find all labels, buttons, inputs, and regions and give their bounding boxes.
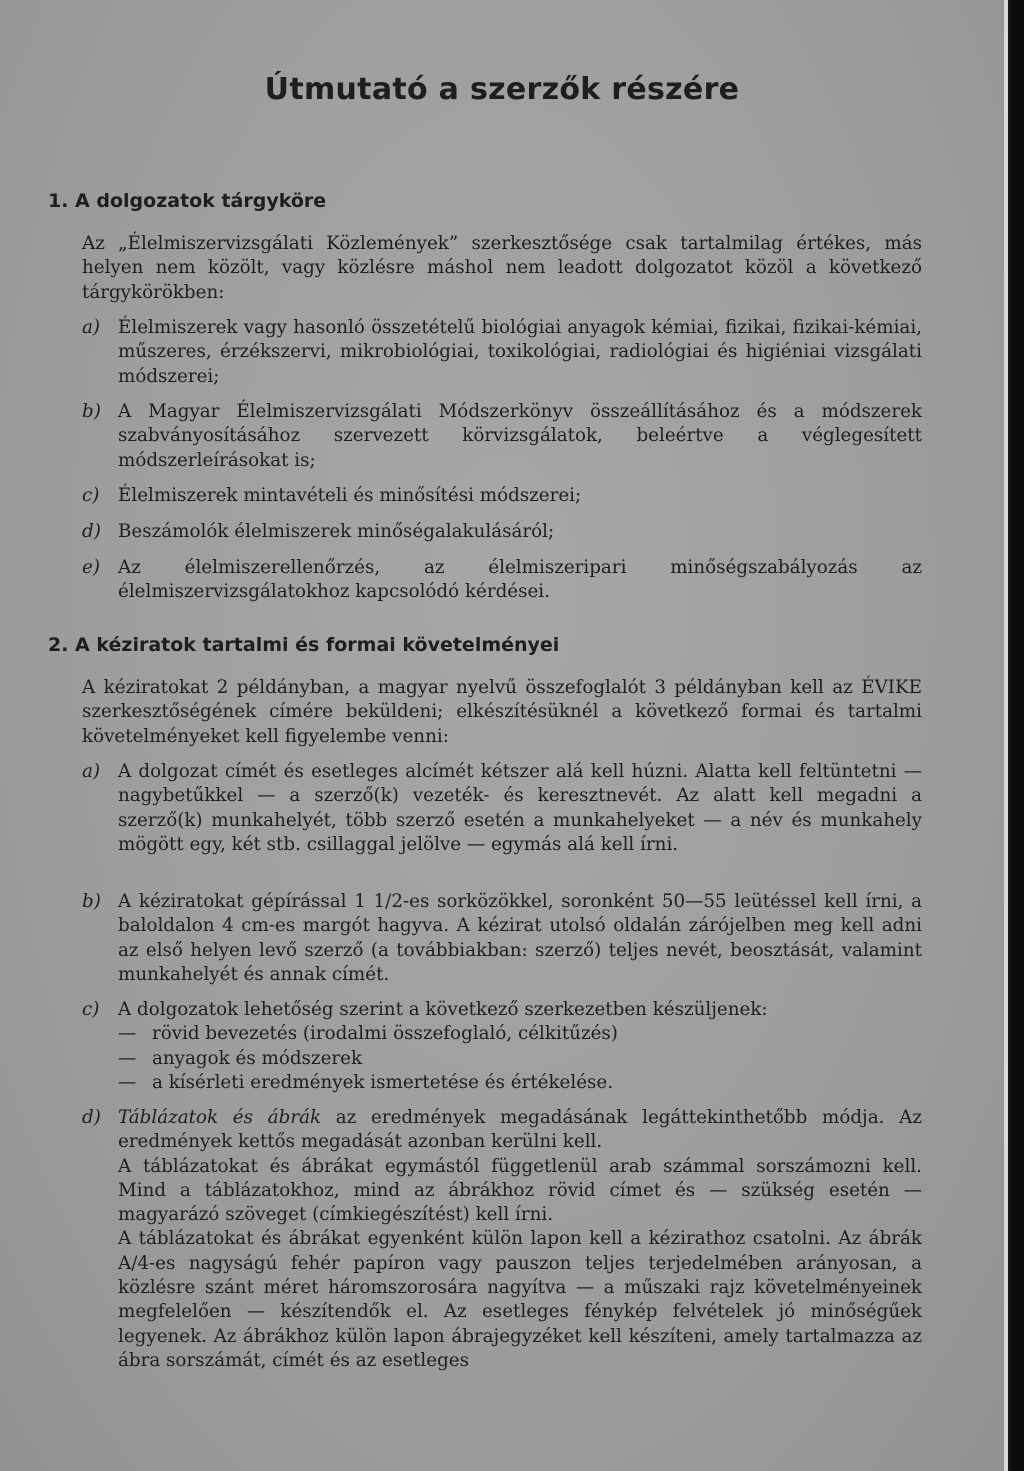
- section-2-intro: A kéziratokat 2 példányban, a magyar nyelvű összefoglalót 3 példányban kell az ÉVIKE szerkesztőségének címére beküldeni; elkészítésüknél a következő formai és tartalmi követelményeket kell figyelembe venni:: [82, 677, 922, 747]
- item-text: A dolgozatok lehetőség szerint a következő szerkezetben készüljenek:: [118, 999, 768, 1020]
- item-letter: a): [82, 761, 101, 782]
- item-text: A dolgozat címét és esetleges alcímét kétszer alá kell húzni. Alatta kell feltüntetni — nagybetűkkel — a szerző(k) vezeték- és keresztnevét. Az alatt kell megadni a szerző(k) munkahelyét, több szerző esetén a munkahelyeket — a név és munkahely mögött egy, két stb. csillaggal jelölve — egymás alá kell írni.: [118, 761, 922, 855]
- item-text: A kéziratokat gépírással 1 1/2-es sorközökkel, soronként 50—55 leütéssel kell írni, a baloldalon 4 cm-es margót hagyva. A kézirat utolsó oldalán zárójelben meg kell adni az első helyen levő szerző (a továbbiakban: szerző) teljes nevét, beosztását, valamint munkahelyét és annak címét.: [118, 891, 922, 985]
- structure-list: [118, 1022, 922, 1095]
- item-text-1: [118, 1106, 922, 1155]
- item-letter: d): [82, 521, 101, 542]
- item-letter: e): [82, 557, 100, 578]
- item-letter: c): [82, 485, 100, 506]
- section-2-item-c: [82, 998, 922, 1095]
- dash-marker: —: [118, 1047, 137, 1069]
- section-1-item-e: [82, 556, 922, 605]
- item-letter: d): [82, 1107, 101, 1128]
- section-1-item-a: [82, 316, 922, 389]
- item-text: Élelmiszerek vagy hasonló összetételű biológiai anyagok kémiai, fizikai, fizikai-kémiai, műszeres, érzékszervi, mikrobiológiai, toxikológiai, radiológiai és higiéniai vizsgálati módszerei;: [118, 317, 922, 387]
- item-letter: a): [82, 317, 101, 338]
- section-1-heading: 1. A dolgozatok tárgyköre: [48, 190, 327, 212]
- item-text-1-rest: az eredmények megadásának legáttekinthetőbb módja. Az eredmények kettős megadását azonban kerülni kell.: [118, 1107, 922, 1153]
- item-letter: b): [82, 891, 101, 912]
- page-title: Útmutató a szerzők részére: [264, 72, 740, 107]
- section-1-intro: Az „Élelmiszervizsgálati Közlemények” szerkesztősége csak tartalmilag értékes, más helyen nem közölt, vagy közlésre máshol nem leadott dolgozatot közöl a következő tárgykörökben:: [82, 233, 922, 303]
- item-text: A Magyar Élelmiszervizsgálati Módszerkönyv összeállításához és a módszerek szabványosításához szervezett körvizsgálatok, beleértve a véglegesített módszerleírásokat is;: [118, 401, 922, 471]
- dash-marker: —: [118, 1071, 137, 1093]
- list-item: [118, 1022, 922, 1046]
- item-text: Élelmiszerek mintavételi és minősítési módszerei;: [118, 485, 582, 506]
- section-2-heading: 2. A kéziratok tartalmi és formai követelményei: [48, 634, 560, 656]
- section-2-item-b: [82, 890, 922, 987]
- italic-lead: Táblázatok és ábrák: [118, 1107, 322, 1128]
- item-text-2: A táblázatokat és ábrákat egymástól függetlenül arab számmal sorszámozni kell. Mind a táblázatokhoz, mind az ábrákhoz rövid címet és — szükség esetén — magyarázó szöveget (címkiegészítést) kell írni.: [118, 1155, 922, 1226]
- list-item-text: anyagok és módszerek: [152, 1047, 363, 1069]
- section-2-item-a: [82, 760, 922, 857]
- section-1-item-c: [82, 484, 922, 508]
- item-text: Beszámolók élelmiszerek minőségalakulásáról;: [118, 521, 555, 542]
- list-item: [118, 1047, 922, 1071]
- section-1-item-b: [82, 400, 922, 473]
- item-letter: c): [82, 999, 100, 1020]
- list-item-text: rövid bevezetés (irodalmi összefoglaló, célkitűzés): [152, 1023, 618, 1045]
- section-2-item-d: [82, 1106, 922, 1373]
- list-item-text: a kísérleti eredmények ismertetése és értékelése.: [152, 1071, 614, 1093]
- item-text-3: A táblázatokat és ábrákat egyenként külön lapon kell a kézirathoz csatolni. Az ábrák A/4-es nagyságú fehér papíron vagy pauszon teljes terjedelmében arányosan, a közlésre szánt méret háromszorosára nagyítva — a műszaki rajz követelményeinek megfelelően — készítendők el. Az esetleges fénykép felvételek jó minőségűek legyenek. Az ábrákhoz külön lapon ábrajegyzéket kell készíteni, amely tartalmazza az ábra sorszámát, címét és az esetleges: [118, 1228, 922, 1371]
- scan-edge: [1004, 0, 1024, 1471]
- section-1-item-d: [82, 520, 922, 544]
- item-letter: b): [82, 401, 101, 422]
- item-text: Az élelmiszerellenőrzés, az élelmiszeripari minőségszabályozás az élelmiszervizsgálatokhoz kapcsolódó kérdései.: [118, 557, 922, 603]
- dash-marker: —: [118, 1023, 137, 1045]
- list-item: [118, 1071, 922, 1095]
